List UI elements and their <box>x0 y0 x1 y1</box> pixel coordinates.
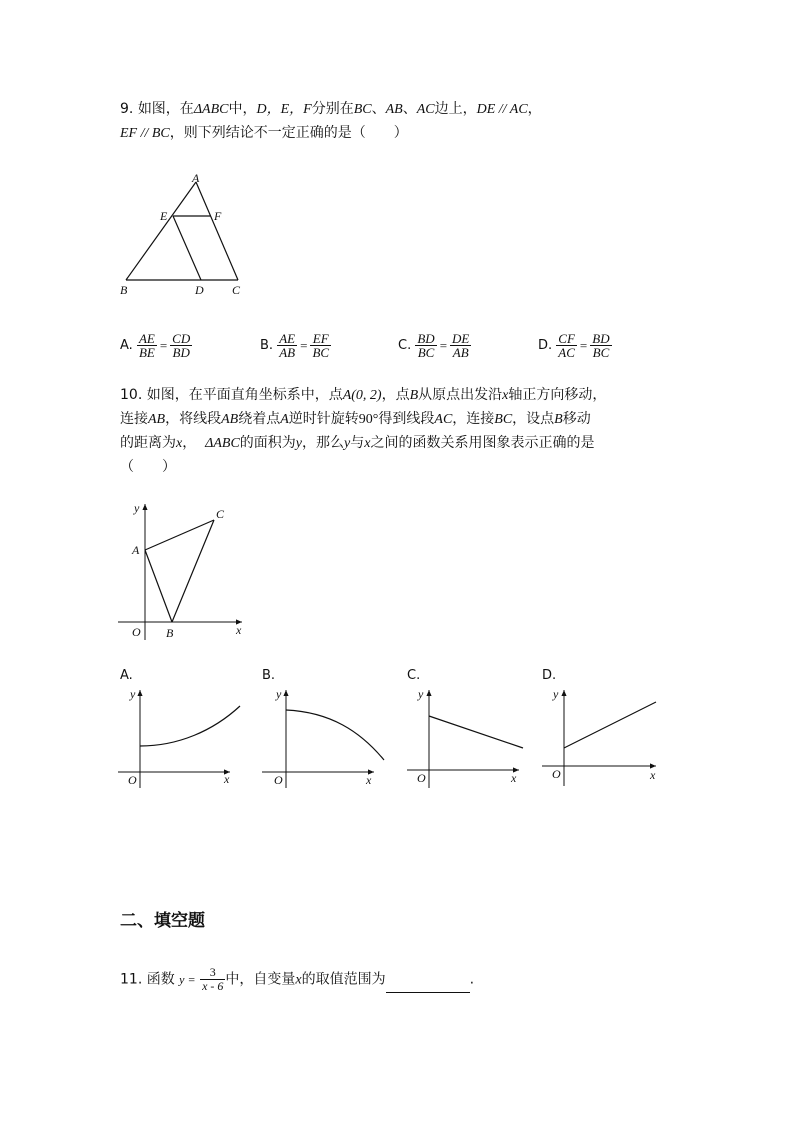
label-B: B <box>120 283 128 297</box>
label-A: A <box>192 171 200 185</box>
origin-label: O <box>132 625 141 639</box>
axis-x-label: x <box>236 623 242 637</box>
q10-coordinate-figure <box>118 500 258 645</box>
q10-line-1: 10. 如图，在平面直角坐标系中，点A(0, 2)，点B从原点出发沿x轴正方向移动， <box>120 387 607 403</box>
q10-choice-b-label[interactable]: B. <box>262 668 276 683</box>
point-A-label: A <box>132 543 140 557</box>
label-E: E <box>160 209 168 223</box>
q10-choice-a-label[interactable]: A. <box>120 668 133 683</box>
q9-line-2: EF // BC，则下列结论不一定正确的是（ ） <box>120 125 408 141</box>
q9-line-1: 9. 如图，在ΔABC中，D，E，F分别在BC、AB、AC边上，DE // AC， <box>120 101 542 117</box>
label-C: C <box>232 283 241 297</box>
svg-text:O: O <box>274 773 283 787</box>
q9-option-a[interactable]: A. $\frac{AE}{BE}$ = $\frac{CD}{BD}$ <box>120 331 191 360</box>
q10-choice-c-label[interactable]: C. <box>407 668 421 683</box>
svg-text:O: O <box>128 773 137 787</box>
point-C-label: C <box>216 507 225 521</box>
q9-triangle-figure <box>110 170 260 300</box>
q11-number: 11. <box>120 971 143 988</box>
q9-number: 9. <box>120 101 134 117</box>
svg-text:y: y <box>276 687 282 701</box>
q10-line-4: （ ） <box>120 459 176 475</box>
q9-option-d[interactable]: D. $\frac{CF}{AC}$ = $\frac{BD}{BC}$ <box>538 331 610 360</box>
svg-text:x: x <box>511 771 517 785</box>
svg-text:O: O <box>417 771 426 785</box>
point-B-label: B <box>166 626 174 640</box>
q11-answer-blank[interactable] <box>386 978 470 993</box>
q10-line-2: 连接AB，将线段AB绕着点A逆时针旋转90°得到线段AC，连接BC，设点B移动 <box>120 411 591 427</box>
q10-choice-c-graph[interactable] <box>405 686 535 791</box>
svg-text:y: y <box>418 687 424 701</box>
svg-text:O: O <box>552 767 561 781</box>
q9-option-c[interactable]: C. $\frac{BD}{BC}$ = $\frac{DE}{AB}$ <box>398 331 470 360</box>
q10-choice-d-graph[interactable] <box>540 686 670 791</box>
q11-line: 11. 函数 y = $\frac{3}{x - 6}$ 中，自变量x的取值范围为 . <box>120 965 475 993</box>
svg-text:y: y <box>130 687 136 701</box>
svg-text:y: y <box>553 687 559 701</box>
q10-choice-b-graph[interactable] <box>260 686 390 791</box>
label-D: D <box>195 283 204 297</box>
svg-text:x: x <box>650 768 656 782</box>
q9-option-b[interactable]: B. $\frac{AE}{AB}$ = $\frac{EF}{BC}$ <box>260 331 330 360</box>
svg-text:x: x <box>224 772 230 786</box>
axis-y-label: y <box>134 501 140 515</box>
q10-choice-a-graph[interactable] <box>118 686 248 791</box>
section-title: 二、填空题 <box>120 911 205 931</box>
label-F: F <box>214 209 222 223</box>
q10-number: 10. <box>120 387 143 403</box>
q10-choice-d-label[interactable]: D. <box>542 668 557 683</box>
svg-text:x: x <box>366 773 372 787</box>
q10-line-3: 的距离为x， ΔABC的面积为y，那么y与x之间的函数关系用图象表示正确的是 <box>120 435 595 451</box>
